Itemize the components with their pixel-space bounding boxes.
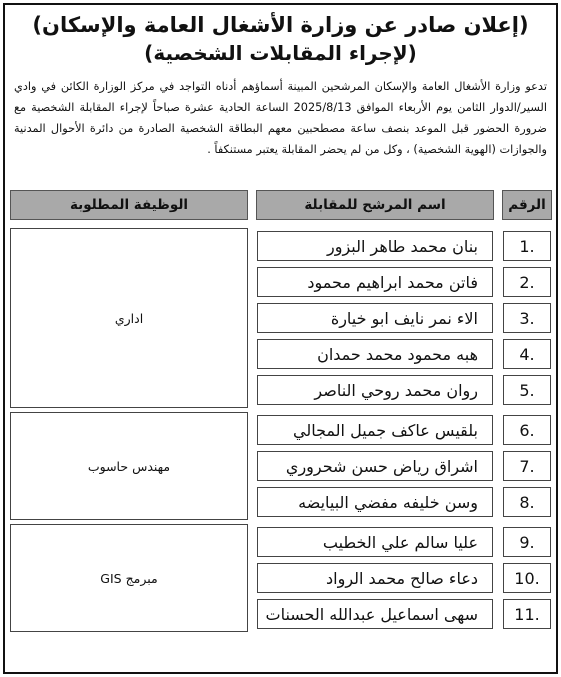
row-number: .2: [503, 267, 551, 297]
row-number: .11: [503, 599, 551, 629]
candidate-name: سهى اسماعيل عبدالله الحسنات: [257, 599, 493, 629]
announcement-body: تدعو وزارة الأشغال العامة والإسكان المرشحين المبينة أسماؤهم أدناه التواجد في مركز الوزارة الكائن في وادي السير/الدوار الثامن يوم الأربعاء الموافق 2025/8/13 الساعة الحادية عشرة صباحاً لإجراء المقابلة الشخصية مع ضرورة الحضور قبل الموعد بنصف ساعة مصطحبين معهم البطاقة الشخصية الصادرة من دائرة الأحوال المدنية والجوازات (الهوية الشخصية) ، وكل من لم يحضر المقابلة يعتبر مستنكفاً .: [14, 80, 547, 156]
candidate-name: وسن خليفه مفضي البيايضه: [257, 487, 493, 517]
row-number: .3: [503, 303, 551, 333]
candidate-name: الاء نمر نايف ابو خيارة: [257, 303, 493, 333]
header-name: اسم المرشح للمقابلة: [256, 190, 494, 220]
row-number: .5: [503, 375, 551, 405]
candidate-name: اشراق رياض حسن شحروري: [257, 451, 493, 481]
job-title: مهندس حاسوب: [10, 412, 248, 520]
row-number: .1: [503, 231, 551, 261]
header-number: الرقم: [502, 190, 552, 220]
candidate-name: بلقيس عاكف جميل المجالي: [257, 415, 493, 445]
row-number: .6: [503, 415, 551, 445]
job-title: اداري: [10, 228, 248, 408]
candidates-table: [10, 190, 552, 632]
row-number: .10: [503, 563, 551, 593]
header-job: الوظيفة المطلوبة: [10, 190, 248, 220]
job-title: مبرمج GIS: [10, 524, 248, 632]
table-row: [10, 524, 552, 560]
candidate-name: روان محمد روحي الناصر: [257, 375, 493, 405]
row-number: .7: [503, 451, 551, 481]
announcement-subtitle: (لإجراء المقابلات الشخصية): [144, 41, 417, 65]
candidate-name: هبه محمود محمد حمدان: [257, 339, 493, 369]
table-row: [10, 228, 552, 264]
candidate-name: دعاء صالح محمد الرواد: [257, 563, 493, 593]
table-header-row: [10, 190, 552, 220]
candidate-name: عليا سالم علي الخطيب: [257, 527, 493, 557]
row-number: .8: [503, 487, 551, 517]
candidate-name: فاتن محمد ابراهيم محمود: [257, 267, 493, 297]
row-number: .9: [503, 527, 551, 557]
row-number: .4: [503, 339, 551, 369]
announcement-title: (إعلان صادر عن وزارة الأشغال العامة والإسكان): [32, 13, 529, 37]
candidate-name: بنان محمد طاهر البزور: [257, 231, 493, 261]
table-row: [10, 412, 552, 448]
